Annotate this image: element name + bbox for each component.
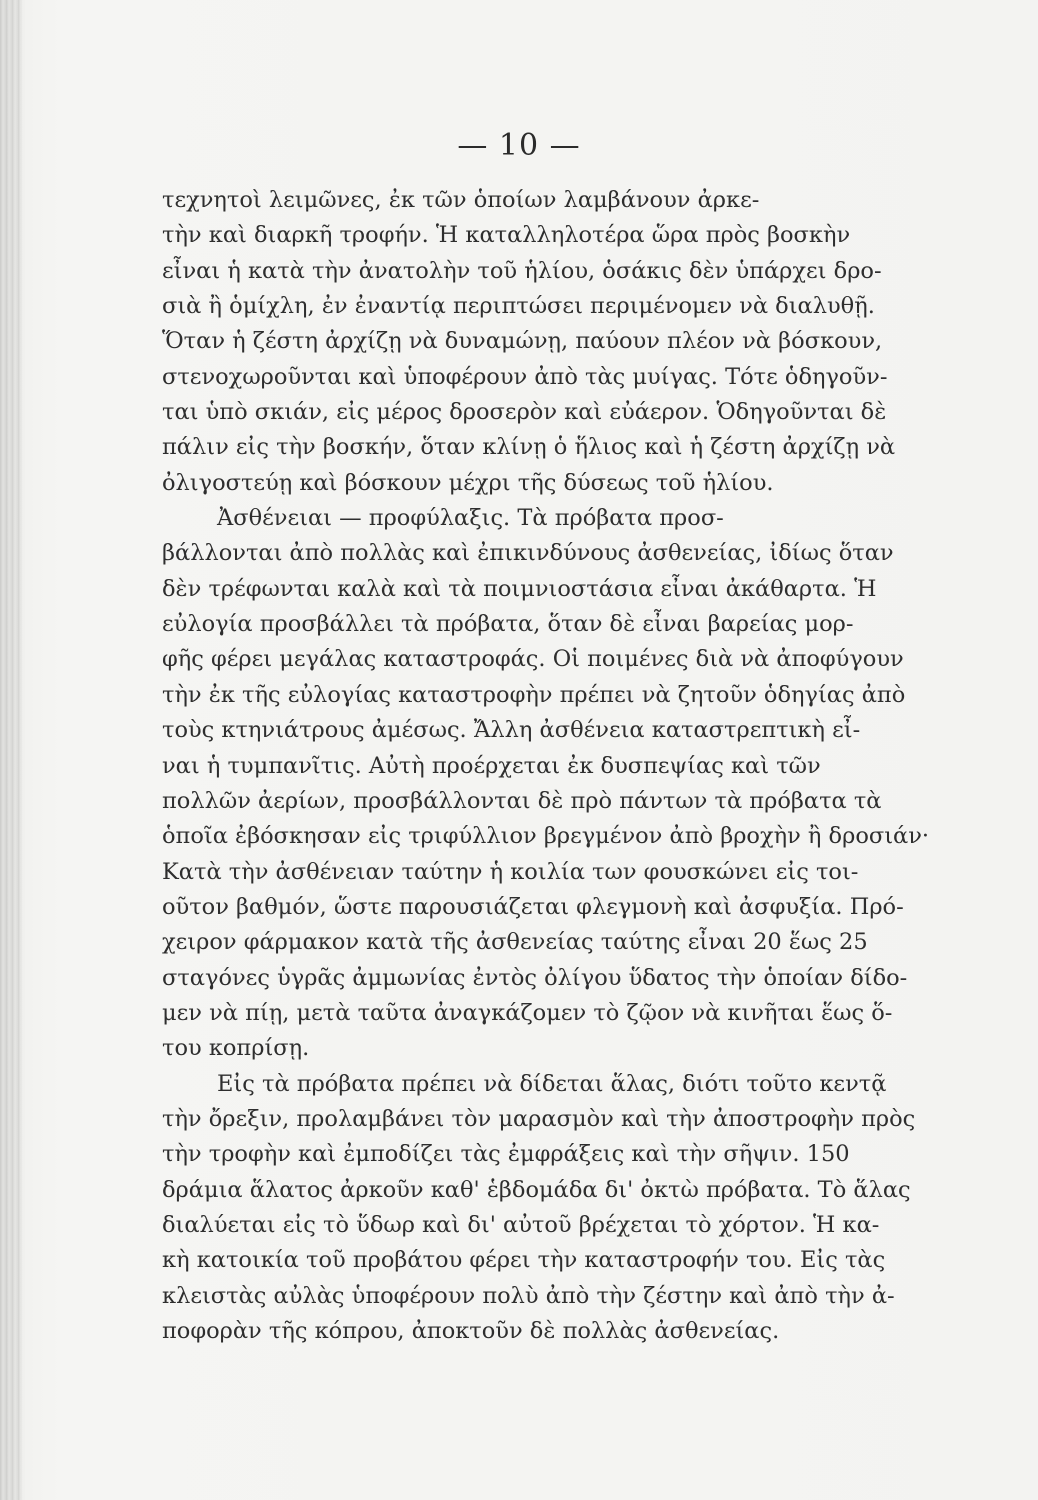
text-line: οῦτον βαθμόν, ὥστε παρουσιάζεται φλεγμονὴ καὶ ἀσφυξία. Πρό-	[162, 893, 904, 920]
page-edge	[0, 0, 22, 1500]
text-line: ποφορὰν τῆς κόπρου, ἀποκτοῦν δὲ πολλὰς ἀσθενείας.	[162, 1318, 780, 1344]
text-line: δράμια ἅλατος ἀρκοῦν καθ' ἑβδομάδα δι' ὀκτὼ πρόβατα. Τὸ ἅλας	[162, 1176, 911, 1203]
text-line: εὐλογία προσβάλλει τὰ πρόβατα, ὅταν δὲ εἶναι βαρείας μορ-	[162, 611, 854, 638]
text-line: ται ὑπὸ σκιάν, εἰς μέρος δροσερὸν καὶ εὐάερον. Ὁδηγοῦνται δὲ	[162, 399, 887, 426]
text-line: Ὅταν ἡ ζέστη ἀρχίζῃ νὰ δυναμώνῃ, παύουν πλέον νὰ βόσκουν,	[162, 328, 883, 355]
paragraph-start-line: Εἰς τὰ πρόβατα πρέπει νὰ δίδεται ἅλας, διότι τοῦτο κεντᾷ	[217, 1070, 887, 1097]
text-line: τὴν ὄρεξιν, προλαμβάνει τὸν μαρασμὸν καὶ τὴν ἀποστροφὴν πρὸς	[162, 1105, 916, 1132]
text-line: σταγόνες ὑγρᾶς ἀμμωνίας ἐντὸς ὀλίγου ὕδατος τὴν ὁποίαν δίδο-	[162, 964, 908, 991]
text-line: κὴ κατοικία τοῦ προβάτου φέρει τὴν καταστροφήν του. Εἰς τὰς	[162, 1247, 886, 1274]
text-line: βάλλονται ἀπὸ πολλὰς καὶ ἐπικινδύνους ἀσθενείας, ἰδίως ὅταν	[162, 540, 894, 567]
text-line: Κατὰ τὴν ἀσθένειαν ταύτην ἡ κοιλία των φουσκώνει εἰς τοι-	[162, 858, 859, 885]
text-line: ὀλιγοστεύῃ καὶ βόσκουν μέχρι τῆς δύσεως τοῦ ἡλίου.	[162, 469, 774, 496]
text-line: του κοπρίσῃ.	[162, 1035, 310, 1062]
text-line: τὴν τροφὴν καὶ ἐμποδίζει τὰς ἐμφράξεις καὶ τὴν σῆψιν. 150	[162, 1141, 850, 1168]
page-number: — 10 —	[457, 128, 581, 163]
text-line: σιὰ ἢ ὁμίχλη, ἐν ἐναντίᾳ περιπτώσει περιμένομεν νὰ διαλυθῇ.	[162, 293, 875, 320]
text-line: εἶναι ἡ κατὰ τὴν ἀνατολὴν τοῦ ἡλίου, ὁσάκις δὲν ὑπάρχει δρο-	[162, 257, 882, 284]
body-text	[162, 183, 1022, 1349]
text-line: τοὺς κτηνιάτρους ἀμέσως. Ἄλλη ἀσθένεια καταστρεπτικὴ εἶ-	[162, 717, 861, 744]
section-heading-line: Ἀσθένειαι — προφύλαξις. Τὰ πρόβατα προσ-	[217, 505, 724, 532]
text-line: ὁποῖα ἐβόσκησαν εἰς τριφύλλιον βρεγμένον ἀπὸ βροχὴν ἢ δροσιάν·	[162, 823, 930, 850]
text-line: τὴν καὶ διαρκῆ τροφήν. Ἡ καταλληλοτέρα ὥρα πρὸς βοσκὴν	[162, 222, 851, 249]
text-line: πάλιν εἰς τὴν βοσκήν, ὅταν κλίνῃ ὁ ἥλιος καὶ ἡ ζέστη ἀρχίζῃ νὰ	[162, 434, 896, 461]
text-line: μεν νὰ πίῃ, μετὰ ταῦτα ἀναγκάζομεν τὸ ζῷον νὰ κινῆται ἕως ὅ-	[162, 999, 893, 1026]
text-line: πολλῶν ἀερίων, προσβάλλονται δὲ πρὸ πάντων τὰ πρόβατα τὰ	[162, 787, 882, 814]
text-line: ναι ἡ τυμπανῖτις. Αὐτὴ προέρχεται ἐκ δυσπεψίας καὶ τῶν	[162, 752, 821, 779]
text-line: χειρον φάρμακον κατὰ τῆς ἀσθενείας ταύτης εἶναι 20 ἕως 25	[162, 929, 868, 956]
text-line: κλειστὰς αὐλὰς ὑποφέρουν πολὺ ἀπὸ τὴν ζέστην καὶ ἀπὸ τὴν ἀ-	[162, 1282, 895, 1309]
text-line: φῆς φέρει μεγάλας καταστροφάς. Οἱ ποιμένες διὰ νὰ ἀποφύγουν	[162, 646, 904, 673]
text-line: τεχνητοὶ λειμῶνες, ἐκ τῶν ὁποίων λαμβάνουν ἀρκε-	[162, 187, 760, 213]
text-line: διαλύεται εἰς τὸ ὕδωρ καὶ δι' αὐτοῦ βρέχεται τὸ χόρτον. Ἡ κα-	[162, 1211, 880, 1238]
text-line: δὲν τρέφωνται καλὰ καὶ τὰ ποιμνιοστάσια εἶναι ἀκάθαρτα. Ἡ	[162, 575, 877, 602]
text-line: στενοχωροῦνται καὶ ὑποφέρουν ἀπὸ τὰς μυίγας. Τότε ὁδηγοῦν-	[162, 363, 888, 390]
text-line: τὴν ἐκ τῆς εὐλογίας καταστροφὴν πρέπει νὰ ζητοῦν ὁδηγίας ἀπὸ	[162, 681, 906, 708]
